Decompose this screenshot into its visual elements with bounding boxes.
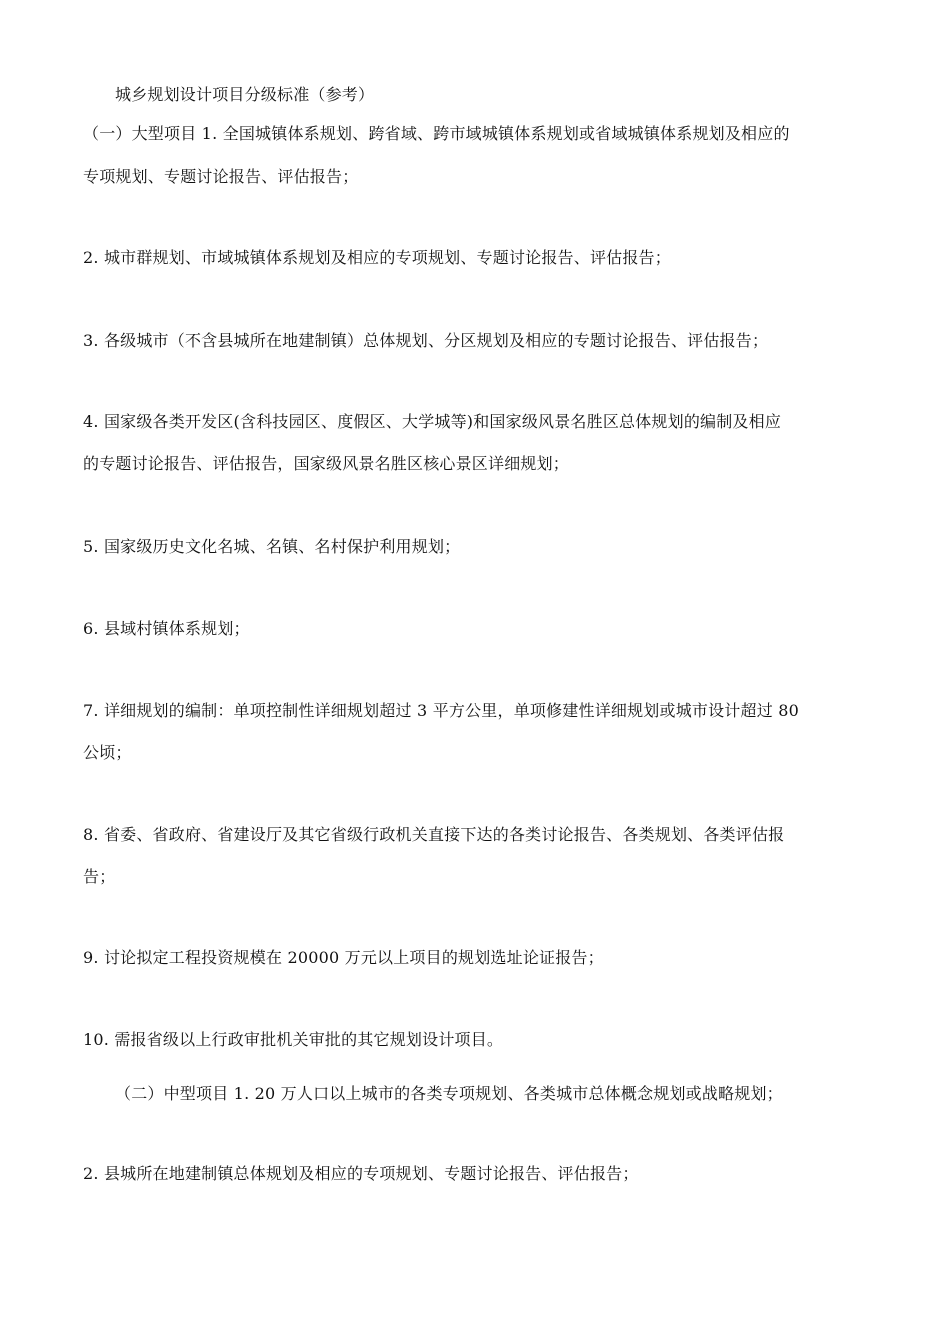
- item-2: 2. 城市群规划、市域城镇体系规划及相应的专项规划、专题讨论报告、评估报告；: [83, 248, 671, 267]
- item-9: 9. 讨论拟定工程投资规模在 20000 万元以上项目的规划选址论证报告；: [83, 948, 604, 967]
- item-4-line2: 的专题讨论报告、评估报告，国家级风景名胜区核心景区详细规划；: [83, 454, 570, 473]
- item-6: 6. 县域村镇体系规划；: [83, 619, 250, 638]
- item-5: 5. 国家级历史文化名城、名镇、名村保护利用规划；: [83, 537, 461, 556]
- item-7-line1: 7. 详细规划的编制：单项控制性详细规划超过 3 平方公里，单项修建性详细规划或城市设计超过 80: [83, 701, 799, 720]
- item-3: 3. 各级城市（不含县城所在地建制镇）总体规划、分区规划及相应的专题讨论报告、评估报告；: [83, 331, 769, 350]
- item-7-line2: 公顷；: [83, 743, 132, 762]
- document-title: 城乡规划设计项目分级标准（参考）: [115, 85, 375, 104]
- section1-line1: （一）大型项目 1. 全国城镇体系规划、跨省域、跨市域城镇体系规划或省域城镇体系规划及相应的: [83, 124, 790, 143]
- section2-line1: （二）中型项目 1. 20 万人口以上城市的各类专项规划、各类城市总体概念规划或战略规划；: [115, 1084, 783, 1103]
- item-8-line2: 告；: [83, 867, 116, 886]
- item-10: 10. 需报省级以上行政审批机关审批的其它规划设计项目。: [83, 1030, 504, 1049]
- section2-item-2: 2. 县城所在地建制镇总体规划及相应的专项规划、专题讨论报告、评估报告；: [83, 1164, 639, 1183]
- item-8-line1: 8. 省委、省政府、省建设厅及其它省级行政机关直接下达的各类讨论报告、各类规划、各类评估报: [83, 825, 785, 844]
- item-4-line1: 4. 国家级各类开发区(含科技园区、度假区、大学城等)和国家级风景名胜区总体规划的编制及相应: [83, 412, 782, 431]
- section1-line2: 专项规划、专题讨论报告、评估报告；: [83, 167, 359, 186]
